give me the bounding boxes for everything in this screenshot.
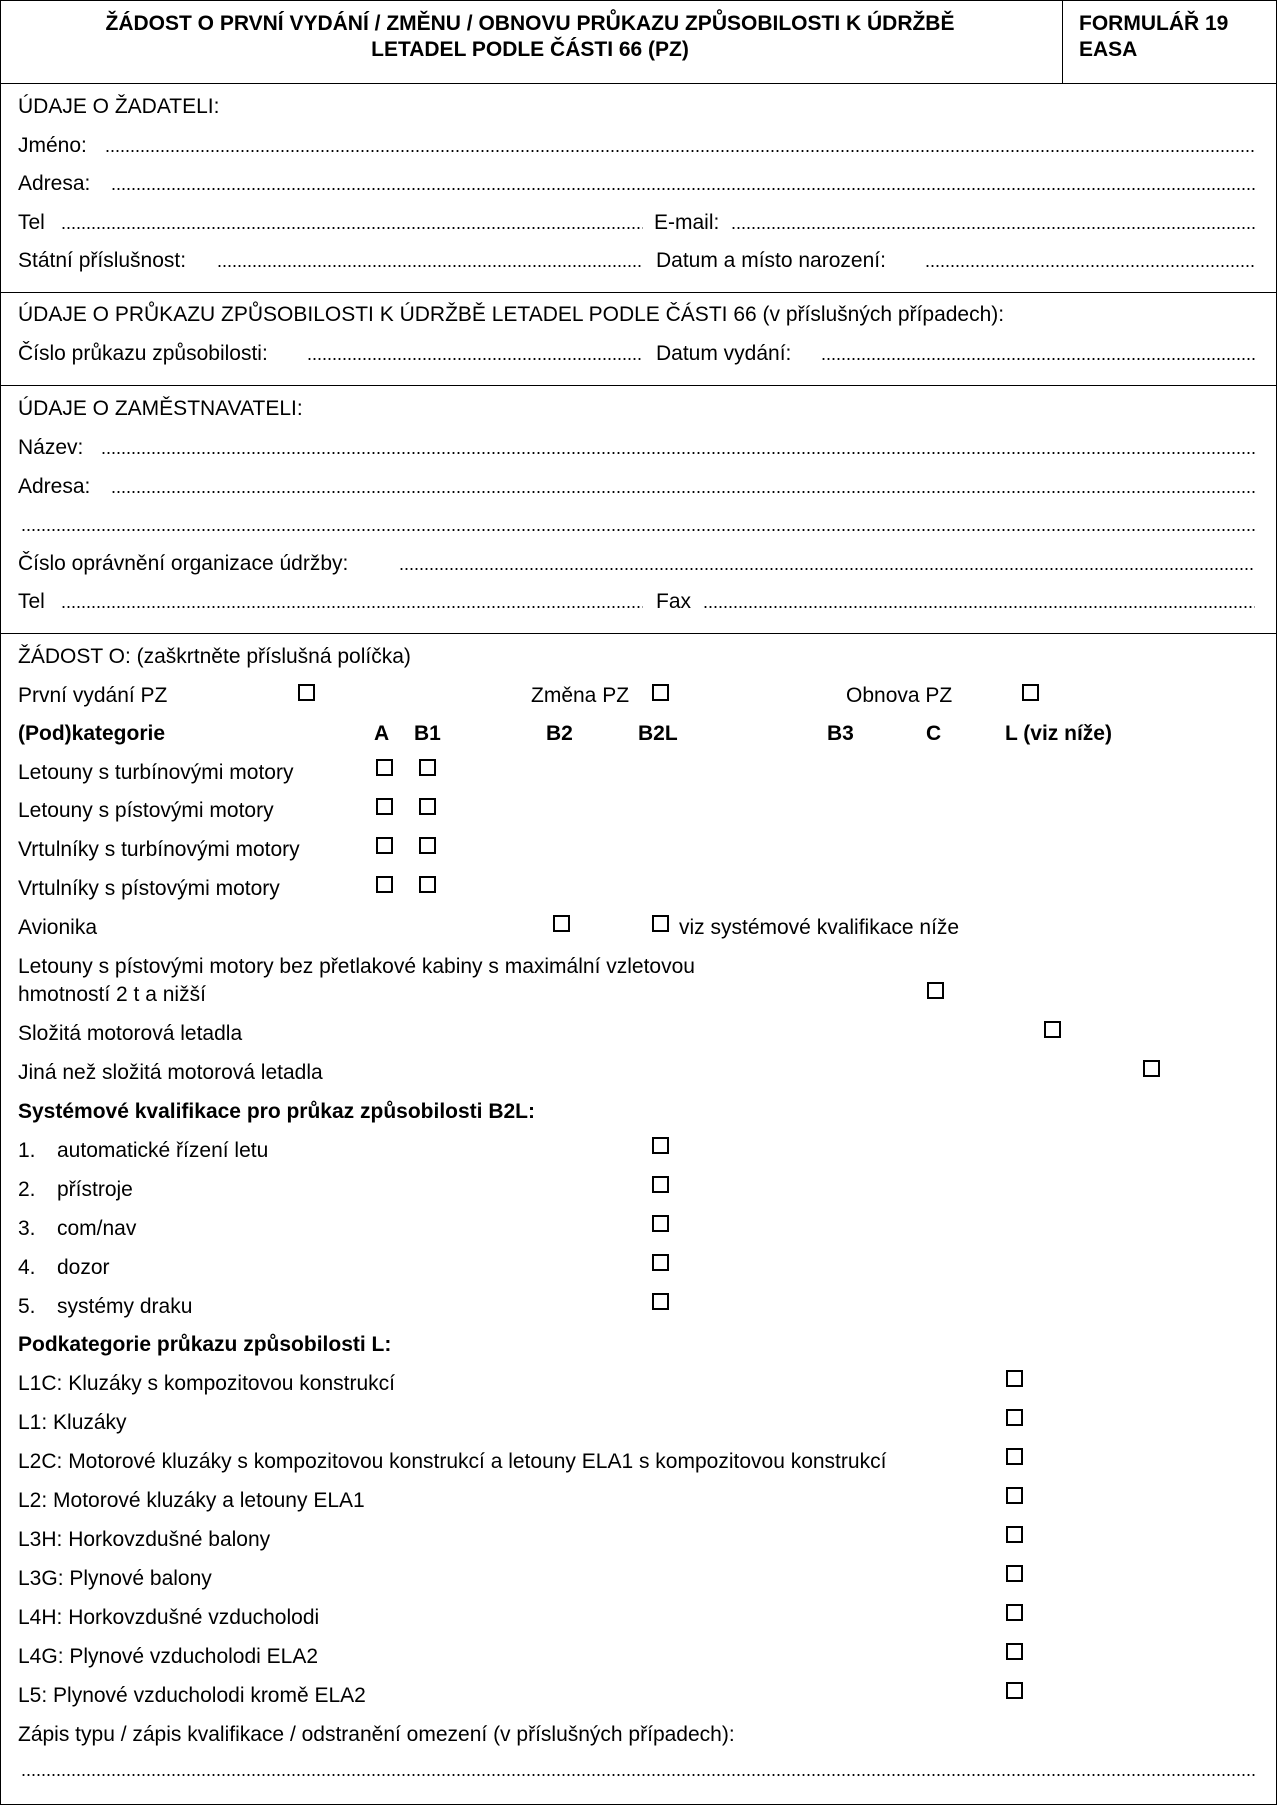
turbine-helicopters-a-checkbox[interactable] [376,837,393,854]
employer-address-field-2[interactable] [21,528,1255,532]
section-divider [1,633,1276,634]
l-subcategory-checkbox[interactable] [1006,1643,1023,1660]
l-subcategory-checkbox[interactable] [1006,1526,1023,1543]
b2l-item-checkbox[interactable] [652,1254,669,1271]
employer-address-label: Adresa: [18,475,91,498]
endorsement-field[interactable] [21,1773,1255,1777]
l-subcategory-checkbox[interactable] [1006,1448,1023,1465]
form-title-line-2: LETADEL PODLE ČÁSTI 66 (PZ) [371,38,689,61]
avionics-b2-checkbox[interactable] [553,915,570,932]
l-subcategory-label: L4G: Plynové vzducholodi ELA2 [18,1645,319,1668]
b2l-heading: Systémové kvalifikace pro průkaz způsobilosti B2L: [18,1100,535,1123]
piston-aeroplanes-label: Letouny s pístovými motory [18,799,274,822]
b3-label-line-2: hmotností 2 t a nižší [18,983,206,1006]
employer-approval-label: Číslo oprávnění organizace údržby: [18,552,349,575]
b2l-item-number: 2. [18,1178,36,1201]
b2l-item-number: 3. [18,1217,36,1240]
applicant-nationality-field[interactable] [217,264,643,268]
applicant-email-label: E-mail: [654,211,720,234]
category-b2l-header: B2L [638,722,678,745]
applicant-birth-label: Datum a místo narození: [656,249,886,272]
b2l-item-label: přístroje [57,1178,133,1201]
section-divider [1,385,1276,386]
b2l-item-checkbox[interactable] [652,1176,669,1193]
category-b1-header: B1 [414,722,441,745]
employer-heading: ÚDAJE O ZAMĚSTNAVATELI: [18,397,303,420]
header-divider [1062,1,1063,83]
renewal-label: Obnova PZ [846,684,953,707]
applicant-name-label: Jméno: [18,134,87,157]
l-subcategory-checkbox[interactable] [1006,1565,1023,1582]
applicant-email-field[interactable] [731,226,1255,230]
turbine-aeroplanes-label: Letouny s turbínovými motory [18,761,294,784]
form-number-line-1: FORMULÁŘ 19 [1079,12,1229,35]
form-number [1079,11,1269,63]
l-subcategory-checkbox[interactable] [1006,1409,1023,1426]
employer-name-label: Název: [18,436,84,459]
l-subcategory-checkbox[interactable] [1006,1487,1023,1504]
first-issue-checkbox[interactable] [298,684,315,701]
turbine-helicopters-label: Vrtulníky s turbínovými motory [18,838,300,861]
applicant-heading: ÚDAJE O ŽADATELI: [18,95,220,118]
avionics-note: viz systémové kvalifikace níže [679,916,960,939]
b2l-item-label: systémy draku [57,1295,193,1318]
b2l-item-label: dozor [57,1256,110,1279]
non-complex-aircraft-l-checkbox[interactable] [1143,1060,1160,1077]
application-heading: ŽÁDOST O: (zaškrtněte příslušná políčka) [18,645,411,668]
category-c-header: C [926,722,942,745]
l-subcategory-label: L1: Kluzáky [18,1411,127,1434]
form-title [21,11,1039,63]
b2l-item-label: automatické řízení letu [57,1139,269,1162]
section-divider [1,83,1276,84]
applicant-nationality-label: Státní příslušnost: [18,249,187,272]
b2l-item-number: 5. [18,1295,36,1318]
employer-approval-field[interactable] [399,567,1255,571]
endorsement-label: Zápis typu / zápis kvalifikace / odstranění omezení (v příslušných případech): [18,1723,735,1746]
avionics-b2l-checkbox[interactable] [652,915,669,932]
piston-aeroplanes-a-checkbox[interactable] [376,798,393,815]
avionics-label: Avionika [18,916,97,939]
licence-heading: ÚDAJE O PRŮKAZU ZPŮSOBILOSTI K ÚDRŽBĚ LETADEL PODLE ČÁSTI 66 (v příslušných případech): [18,303,1005,326]
piston-helicopters-b1-checkbox[interactable] [419,876,436,893]
applicant-address-field[interactable] [111,187,1255,191]
employer-name-field[interactable] [101,451,1255,455]
applicant-tel-label: Tel [18,211,45,234]
b2l-item-checkbox[interactable] [652,1215,669,1232]
applicant-address-label: Adresa: [18,172,91,195]
l-subcategory-label: L2C: Motorové kluzáky s kompozitovou konstrukcí a letouny ELA1 s kompozitovou konstrukcí [18,1450,887,1473]
employer-fax-field[interactable] [703,605,1255,609]
b3-checkbox[interactable] [927,982,944,999]
l-subcategory-label: L3G: Plynové balony [18,1567,212,1590]
non-complex-aircraft-label: Jiná než složitá motorová letadla [18,1061,323,1084]
applicant-birth-field[interactable] [925,264,1255,268]
b2l-item-number: 1. [18,1139,36,1162]
section-divider [1,292,1276,293]
form-title-line-1: ŽÁDOST O PRVNÍ VYDÁNÍ / ZMĚNU / OBNOVU PRŮKAZU ZPŮSOBILOSTI K ÚDRŽBĚ [105,12,955,35]
l-subcategory-checkbox[interactable] [1006,1370,1023,1387]
renewal-checkbox[interactable] [1022,684,1039,701]
b2l-item-checkbox[interactable] [652,1137,669,1154]
category-l-header: L (viz níže) [1005,722,1112,745]
licence-number-label: Číslo průkazu způsobilosti: [18,342,268,365]
complex-aircraft-label: Složitá motorová letadla [18,1022,243,1045]
employer-address-field[interactable] [111,490,1255,494]
l-subcategory-label: L3H: Horkovzdušné balony [18,1528,271,1551]
licence-number-field[interactable] [307,357,643,361]
category-label: (Pod)kategorie [18,722,166,745]
applicant-tel-field[interactable] [61,226,643,230]
piston-helicopters-a-checkbox[interactable] [376,876,393,893]
category-a-header: A [374,722,390,745]
change-label: Změna PZ [531,684,630,707]
licence-issue-date-field[interactable] [821,357,1255,361]
b2l-item-number: 4. [18,1256,36,1279]
licence-issue-date-label: Datum vydání: [656,342,792,365]
turbine-aeroplanes-b1-checkbox[interactable] [419,759,436,776]
l-subcategory-checkbox[interactable] [1006,1682,1023,1699]
change-checkbox[interactable] [652,684,669,701]
form-number-line-2: EASA [1079,38,1138,61]
turbine-aeroplanes-a-checkbox[interactable] [376,759,393,776]
l-subcategory-checkbox[interactable] [1006,1604,1023,1621]
piston-aeroplanes-b1-checkbox[interactable] [419,798,436,815]
l-subcategory-heading: Podkategorie průkazu způsobilosti L: [18,1333,392,1356]
employer-tel-field[interactable] [61,605,643,609]
category-b3-header: B3 [827,722,854,745]
applicant-name-field[interactable] [105,149,1255,153]
l-subcategory-label: L2: Motorové kluzáky a letouny ELA1 [18,1489,365,1512]
l-subcategory-label: L1C: Kluzáky s kompozitovou konstrukcí [18,1372,395,1395]
turbine-helicopters-b1-checkbox[interactable] [419,837,436,854]
category-b2-header: B2 [546,722,573,745]
l-subcategory-label: L4H: Horkovzdušné vzducholodi [18,1606,320,1629]
complex-aircraft-c-checkbox[interactable] [1044,1021,1061,1038]
first-issue-label: První vydání PZ [18,684,168,707]
b2l-item-label: com/nav [57,1217,137,1240]
piston-helicopters-label: Vrtulníky s pístovými motory [18,877,280,900]
employer-tel-label: Tel [18,590,45,613]
l-subcategory-label: L5: Plynové vzducholodi kromě ELA2 [18,1684,366,1707]
employer-fax-label: Fax [656,590,692,613]
b2l-item-checkbox[interactable] [652,1293,669,1310]
b3-label-line-1: Letouny s pístovými motory bez přetlakové kabiny s maximální vzletovou [18,955,695,978]
